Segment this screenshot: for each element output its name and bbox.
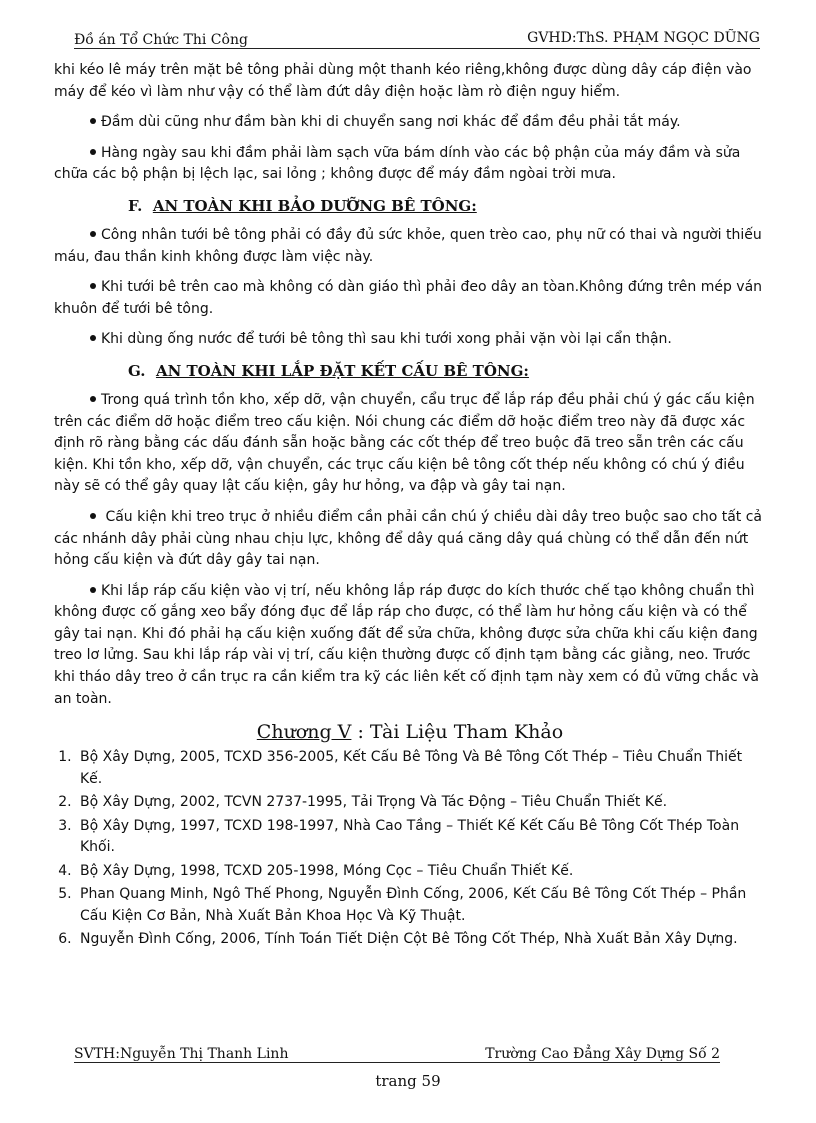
- bullet-text: Đầm dùi cũng như đầm bàn khi di chuyển sang nơi khác để đầm đều phải tắt máy.: [101, 114, 681, 131]
- reference-item: 1. Bộ Xây Dựng, 2005, TCXD 356-2005, Kết Cấu Bê Tông Và Bê Tông Cốt Thép – Tiêu Chuẩn Thiết Kế.: [76, 747, 766, 790]
- bullet-paragraph: [54, 329, 766, 351]
- bullet-paragraph: [54, 277, 766, 320]
- header-document-title: Đồ án Tổ Chức Thi Công: [74, 32, 248, 48]
- bullet-text: Khi dùng ống nước để tưới bê tông thì sau khi tưới xong phải vặn vòi lại cẩn thận.: [101, 331, 672, 348]
- bullet-icon: [90, 396, 96, 402]
- footer-student: SVTH:Nguyễn Thị Thanh Linh: [74, 1046, 289, 1062]
- bullet-text: Trong quá trình tồn kho, xếp dỡ, vận chuyển, cẩu trục để lắp ráp đều phải chú ý gác cấu kiện trên các điểm dỡ hoặc điểm treo cấu kiện. Nói chung các điểm dỡ hoặc điểm treo này đã được xác định rõ ràng bằng các dấu đánh sẵn hoặc bằng các cốt thép để treo buộc đã treo sẵn trên các cấu kiện. Khi tồn kho, xếp dỡ, vận chuyển, các trục cấu kiện bê tông cốt thép nếu không có chú ý điều này sẽ có thể gây quay lật cấu kiện, gây hư hỏng, va đập và gây tai nạn.: [54, 391, 755, 495]
- bullet-icon: [90, 231, 96, 237]
- chapter-heading: [54, 719, 766, 745]
- chapter-title: : Tài Liệu Tham Khảo: [357, 721, 564, 744]
- section-g-title: AN TOÀN KHI LẮP ĐẶT KẾT CẤU BÊ TÔNG:: [155, 361, 529, 380]
- header-instructor: GVHD:ThS. PHẠM NGỌC DŨNG: [527, 30, 760, 46]
- reference-item: 5. Phan Quang Minh, Ngô Thế Phong, Nguyễn Đình Cống, 2006, Kết Cấu Bê Tông Cốt Thép – Phần Cấu Kiện Cơ Bản, Nhà Xuất Bản Khoa Học Và Kỹ Thuật.: [76, 884, 766, 927]
- bullet-icon: [90, 335, 96, 341]
- bullet-paragraph: [54, 581, 766, 711]
- bullet-icon: [90, 149, 96, 155]
- paragraph-continuation: khi kéo lê máy trên mặt bê tông phải dùng một thanh kéo riêng,không được dùng dây cáp điện vào máy để kéo vì làm như vậy có thể làm đứt dây điện hoặc làm rò điện nguy hiểm.: [54, 62, 752, 100]
- bullet-icon: [90, 283, 96, 289]
- page-header: [74, 28, 760, 49]
- footer-school: Trường Cao Đẳng Xây Dựng Số 2: [485, 1046, 720, 1062]
- bullet-icon: [90, 513, 96, 519]
- section-f-letter: F.: [128, 196, 143, 215]
- section-f-title: AN TOÀN KHI BẢO DƯỠNG BÊ TÔNG:: [152, 196, 477, 215]
- reference-item: 4. Bộ Xây Dựng, 1998, TCXD 205-1998, Móng Cọc – Tiêu Chuẩn Thiết Kế.: [76, 861, 766, 883]
- bullet-paragraph: [54, 507, 766, 572]
- bullet-text: Công nhân tưới bê tông phải có đầy đủ sức khỏe, quen trèo cao, phụ nữ có thai và người thiếu máu, đau thần kinh không được làm việc này.: [54, 226, 762, 265]
- section-g-heading: [54, 360, 766, 382]
- page-footer: [74, 1044, 720, 1063]
- page-body: [54, 60, 766, 953]
- reference-item: 3. Bộ Xây Dựng, 1997, TCXD 198-1997, Nhà Cao Tầng – Thiết Kế Kết Cấu Bê Tông Cốt Thép Toàn Khối.: [76, 816, 766, 859]
- section-f-heading: [54, 195, 766, 217]
- reference-item: 6. Nguyễn Đình Cống, 2006, Tính Toán Tiết Diện Cột Bê Tông Cốt Thép, Nhà Xuất Bản Xây Dựng.: [76, 929, 766, 951]
- section-g-letter: G.: [128, 361, 146, 380]
- bullet-text: Khi lắp ráp cấu kiện vào vị trí, nếu không lắp ráp được do kích thước chế tạo không chuẩn thì không được cố gắng xeo bẩy đóng đục để lắp ráp cho được, có thể làm hư hỏng cấu kiện và có thể gây tai nạn. Khi đó phải hạ cấu kiện xuống đất để sửa chữa, không được sửa chữa khi cấu kiện đang treo lơ lửng. Sau khi lắp ráp vài vị trí, cấu kiện thường được cố định tạm bằng các giằng, neo. Trước khi tháo dây treo ở cần trục ra cần kiểm tra kỹ các liên kết cố định tạm này xem có đủ vững chắc và an toàn.: [54, 582, 759, 707]
- page-number: trang 59: [375, 1072, 441, 1090]
- reference-list: [54, 747, 766, 951]
- bullet-paragraph: [54, 225, 766, 268]
- bullet-text: Khi tưới bê trên cao mà không có dàn giáo thì phải đeo dây an tòan.Không đứng trên mép ván khuôn để tưới bê tông.: [54, 279, 763, 317]
- bullet-paragraph: [54, 390, 766, 498]
- bullet-text: Hàng ngày sau khi đầm phải làm sạch vữa bám dính vào các bộ phận của máy đầm và sửa chữa các bộ phận bị lệch lạc, sai lỏng ; không được để máy đầm ngòai trời mưa.: [54, 144, 741, 183]
- chapter-label: Chương V: [256, 721, 352, 744]
- bullet-icon: [90, 118, 96, 124]
- bullet-paragraph: [54, 112, 766, 134]
- reference-item: 2. Bộ Xây Dựng, 2002, TCVN 2737-1995, Tải Trọng Và Tác Động – Tiêu Chuẩn Thiết Kế.: [76, 792, 766, 814]
- bullet-icon: [90, 587, 96, 593]
- bullet-text: Cấu kiện khi treo trục ở nhiều điểm cần phải cần chú ý chiều dài dây treo buộc sao cho tất cả các nhánh dây phải cùng nhau chịu lực, không để dây quá căng dây quá chùng có thể dẫn đến nứt hỏng cấu kiện và đứt dây gây tai nạn.: [54, 508, 762, 569]
- bullet-paragraph: [54, 143, 766, 186]
